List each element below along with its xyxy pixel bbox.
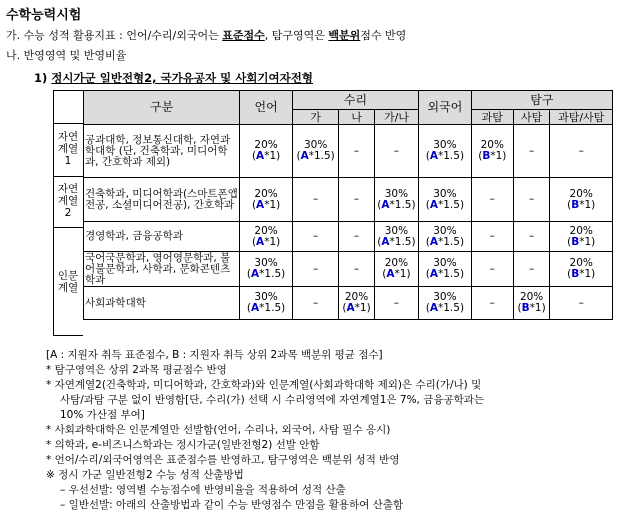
section-heading-text: 정시가군 일반전형2, 국가유공자 및 사회기여자전형 (51, 71, 313, 85)
notes (46, 348, 626, 513)
table-cell: 20% (A*1) (374, 252, 418, 287)
table-cell: – (292, 178, 338, 222)
note-5: * 언어/수리/외국어영역은 표준점수를 반영하고, 탐구영역은 백분위 성적 반영 (46, 454, 400, 466)
table-cell: 20% (A*1) (240, 222, 293, 252)
group-divider (53, 176, 83, 177)
table-cell: – (339, 222, 375, 252)
ga-suffix: 점수 반영 (360, 29, 407, 42)
group-label-nature1: 자연 계열 1 (57, 131, 79, 167)
table-cell: 20% (A*1) (240, 178, 293, 222)
row-department: 공과대학, 정보통신대학, 자연과학대학 (단, 건축학과, 미디어학과, 간호학과 제외) (84, 125, 240, 178)
legend-note: [A : 지원자 취득 표준점수, B : 지원자 취득 상위 2과목 백분위 평균 점수] (46, 349, 383, 361)
section-number: 1) (34, 71, 48, 85)
note-8: – 일반선발: 아래의 산출방법과 같이 수능 반영점수 만점을 활용하여 산출함 (60, 499, 404, 511)
header-gubun: 구분 (84, 91, 240, 125)
table-cell: 20% (B*1) (550, 178, 613, 222)
group-label-humanities: 인문 계열 (57, 270, 79, 294)
table-cell: 20% (B*1) (471, 125, 513, 178)
ga-bold-standard: 표준점수 (222, 29, 265, 42)
table-row (84, 222, 613, 252)
table-cell: 30% (A*1.5) (419, 287, 472, 320)
table-row (84, 178, 613, 222)
table-cell: 30% (A*1.5) (240, 252, 293, 287)
section-heading (34, 70, 313, 86)
table-cell: – (471, 252, 513, 287)
table-cell: – (292, 287, 338, 320)
table-cell: 30% (A*1.5) (419, 125, 472, 178)
table-cell: 20% (B*1) (513, 287, 550, 320)
header-suri-na: 나 (339, 110, 375, 125)
table-cell: 20% (A*1) (240, 125, 293, 178)
table-row (84, 287, 613, 320)
table-cell: – (339, 178, 375, 222)
header-satam: 사탐 (513, 110, 550, 125)
table-cell: – (471, 287, 513, 320)
table-cell: – (292, 252, 338, 287)
table-cell: – (550, 125, 613, 178)
table-cell: 30% (A*1.5) (374, 222, 418, 252)
row-department: 국어국문학과, 영어영문학과, 불어불문학과, 사학과, 문화콘텐츠학과 (84, 252, 240, 287)
row-department: 경영학과, 금융공학과 (84, 222, 240, 252)
table-cell: 20% (B*1) (550, 252, 613, 287)
group-divider (53, 227, 83, 228)
note-2c: 10% 가산점 부여] (60, 409, 145, 421)
table-cell: – (374, 125, 418, 178)
table-cell: 30% (A*1.5) (419, 178, 472, 222)
table-row (84, 125, 613, 178)
table-cell: 30% (A*1.5) (240, 287, 293, 320)
table-cell: – (292, 222, 338, 252)
header-oegug: 외국어 (419, 91, 472, 125)
group-divider (53, 123, 83, 124)
page-title: 수학능력시험 (6, 8, 82, 23)
table-cell: 30% (A*1.5) (292, 125, 338, 178)
table-cell: – (471, 178, 513, 222)
group-column-frame (53, 90, 83, 336)
header-gwatam: 과탐 (471, 110, 513, 125)
header-suri-gana: 가/나 (374, 110, 418, 125)
table-cell: – (513, 125, 550, 178)
header-suri-ga: 가 (292, 110, 338, 125)
note-1: * 탐구영역은 상위 2과목 평균점수 반영 (46, 364, 227, 376)
table-cell: 30% (A*1.5) (374, 178, 418, 222)
header-tamgu: 탐구 (471, 91, 612, 110)
ga-bold-percentile: 백분위 (328, 29, 361, 42)
section-na: 나. 반영영역 및 반영비율 (6, 49, 127, 62)
table-cell: – (339, 252, 375, 287)
table-cell: 30% (A*1.5) (419, 222, 472, 252)
row-department: 건축학과, 미디어학과(스마트폰앱전공, 소셜미디어전공), 간호학과 (84, 178, 240, 222)
table-cell: 30% (A*1.5) (419, 252, 472, 287)
note-2a: * 자연계열2(건축학과, 미디어학과, 간호학과)와 인문계열(사회과학대학 제외)은 수리(가/나) 및 (46, 379, 482, 391)
header-eoneo: 언어 (240, 91, 293, 125)
table-cell: 20% (A*1) (339, 287, 375, 320)
ga-prefix: 가. 수능 성적 활용지표 : 언어/수리/외국어는 (6, 29, 223, 42)
note-2b: 사탐/과탐 구분 없이 반영함[단, 수리(가) 선택 시 수리영역에 자연계열1은 7%, 금융공학과는 (60, 394, 485, 406)
note-7: – 우선선발: 영역별 수능점수에 반영비율을 적용하여 성적 산출 (60, 484, 346, 496)
note-4: * 의학과, e-비즈니스학과는 정시가군(일반전형2) 선발 안함 (46, 439, 320, 451)
table-cell: – (513, 222, 550, 252)
table-cell: – (339, 125, 375, 178)
header-gwasa: 과탐/사탐 (550, 110, 613, 125)
score-table (83, 90, 613, 320)
note-6: ※ 정시 가군 일반전형2 수능 성적 산출방법 (46, 469, 244, 481)
header-suri: 수리 (292, 91, 418, 110)
table-cell: – (550, 287, 613, 320)
table-cell: – (513, 178, 550, 222)
section-ga (6, 27, 406, 43)
table-cell: 20% (B*1) (550, 222, 613, 252)
group-label-nature2: 자연 계열 2 (57, 183, 79, 219)
table-cell: – (374, 287, 418, 320)
table-row (84, 252, 613, 287)
ga-mid: , 탐구영역은 (264, 29, 329, 42)
table-cell: – (471, 222, 513, 252)
row-department: 사회과학대학 (84, 287, 240, 320)
table-cell: – (513, 252, 550, 287)
note-3: * 사회과학대학은 인문계열만 선발함(언어, 수리나, 외국어, 사탐 필수 응시) (46, 424, 391, 436)
